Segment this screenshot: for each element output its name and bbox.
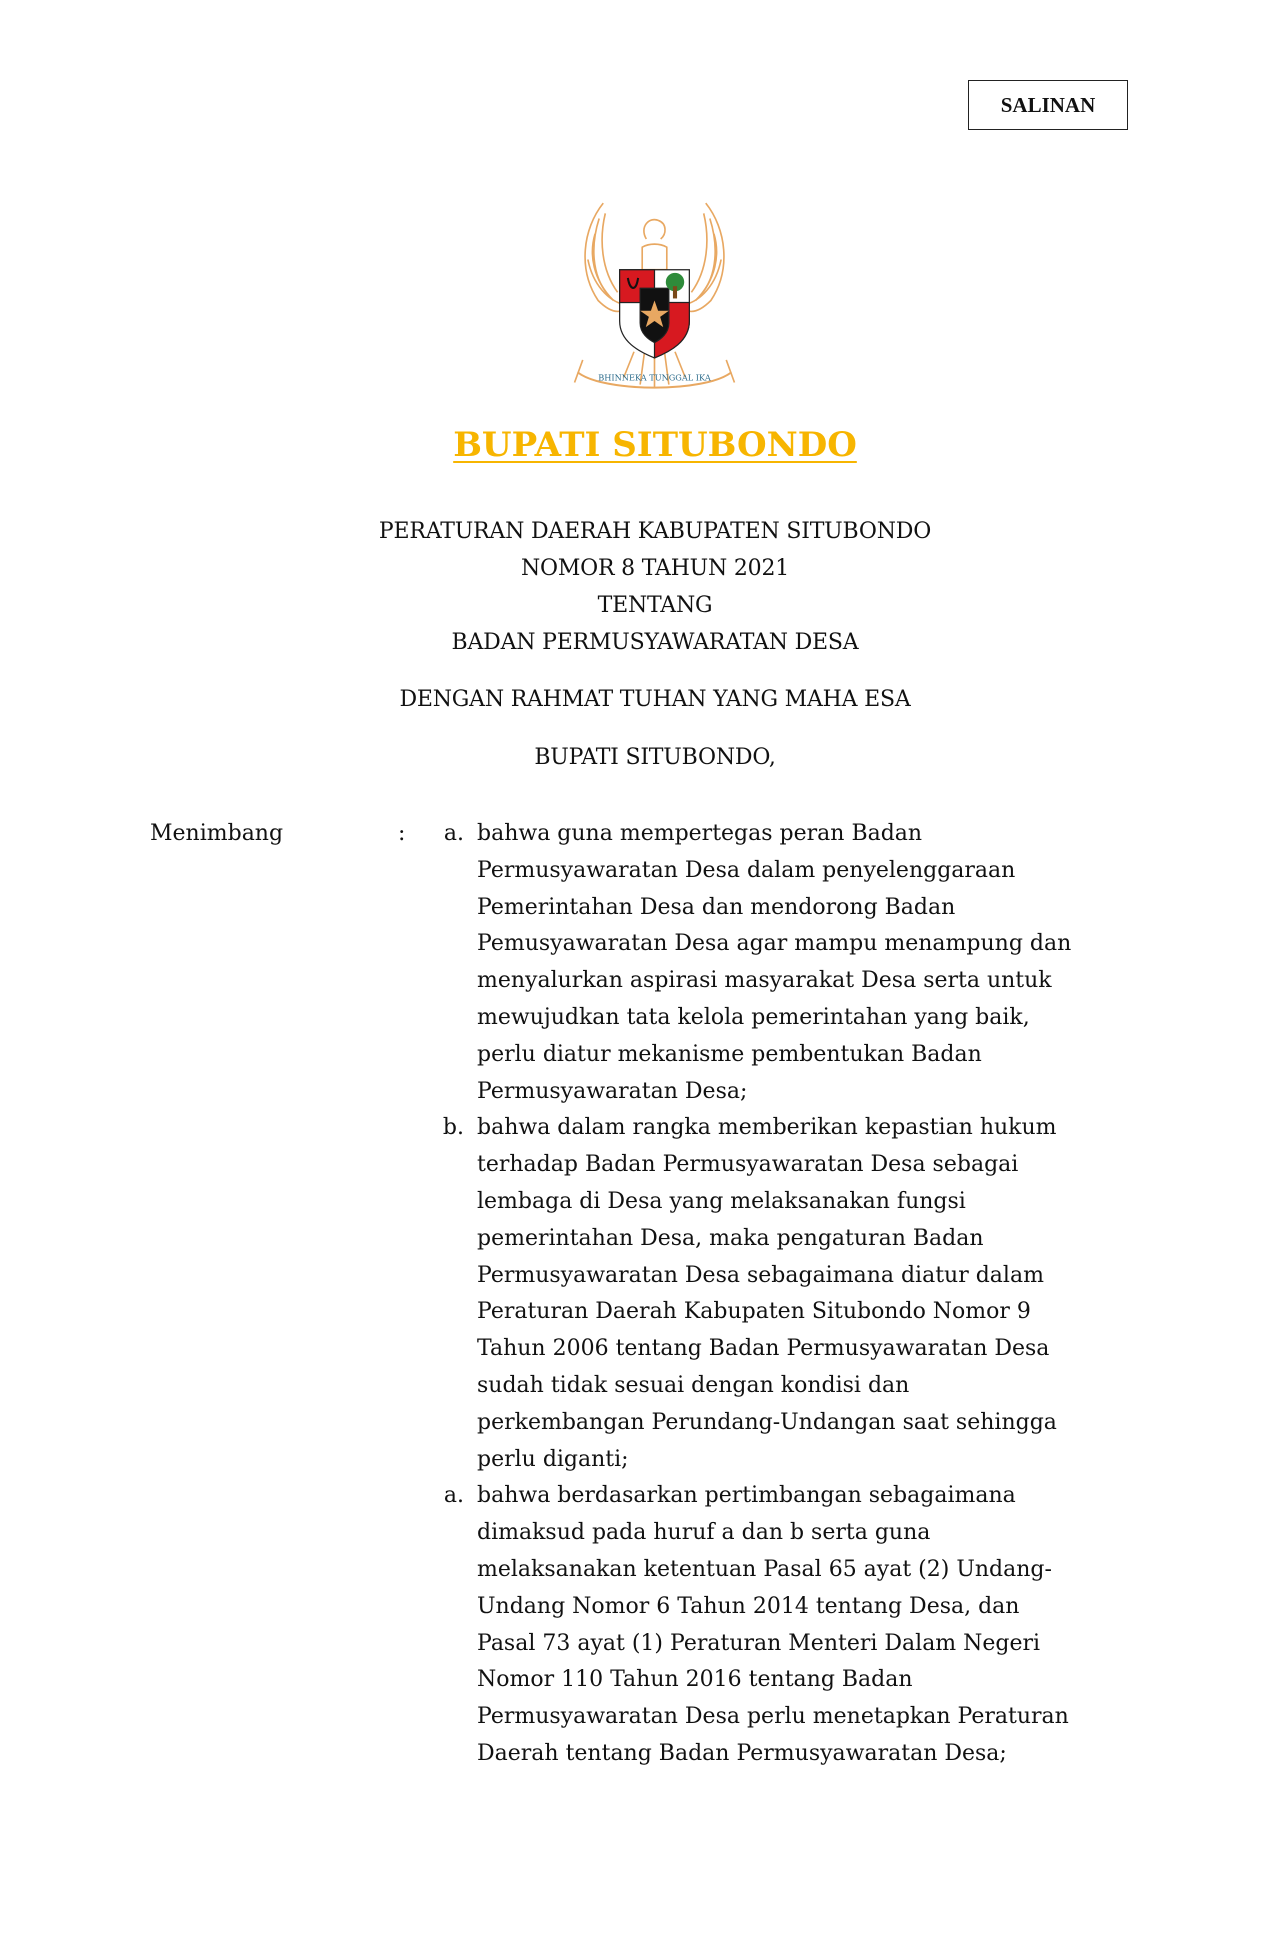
menimbang-item [430,816,1150,1110]
salinan-text: SALINAN [1000,92,1096,117]
menimbang-items [430,816,1150,1773]
item-text-line: Permusyawaratan Desa perlu menetapkan Peraturan [477,1704,1069,1730]
item-text-line: Tahun 2006 tentang Badan Permusyawaratan Desa [477,1336,1050,1362]
item-text-line: perkembangan Perundang-Undangan saat sehingga [477,1409,1057,1435]
menimbang-item [430,1110,1150,1478]
item-text-line: Permusyawaratan Desa; [477,1078,748,1104]
menimbang-colon: : [398,821,406,846]
item-text-line: Permusyawaratan Desa sebagaimana diatur dalam [477,1262,1044,1288]
item-marker: a. [443,1483,464,1509]
item-text-line: Undang Nomor 6 Tahun 2014 tentang Desa, dan [477,1593,1020,1619]
item-text-line: Pemerintahan Desa dan mendorong Badan [477,894,956,920]
menimbang-label: Menimbang [150,821,284,846]
item-text-line: pemerintahan Desa, maka pengaturan Badan [477,1225,984,1251]
menimbang-item [430,1478,1150,1772]
document-title [0,425,1276,465]
item-text-line: Daerah tentang Badan Permusyawaratan Desa; [477,1740,1007,1766]
heading-tentang: TENTANG [597,593,713,618]
item-text-line: sudah tidak sesuai dengan kondisi dan [477,1372,910,1398]
item-text-line: perlu diatur mekanisme pembentukan Badan [477,1041,982,1067]
item-text-line: menyalurkan aspirasi masyarakat Desa serta untuk [477,968,1052,994]
item-text-line: lembaga di Desa yang melaksanakan fungsi [477,1188,966,1214]
heading-bupati: BUPATI SITUBONDO, [534,745,776,770]
title-text: BUPATI SITUBONDO [453,425,857,465]
heading-subject: BADAN PERMUSYAWARATAN DESA [451,630,859,655]
item-marker: a. [443,821,464,846]
item-text-line: Nomor 110 Tahun 2016 tentang Badan [477,1667,913,1693]
item-text-line: terhadap Badan Permusyawaratan Desa sebagai [477,1152,1019,1178]
item-text-line: melaksanakan ketentuan Pasal 65 ayat (2) Undang- [477,1556,1052,1582]
item-text-line: bahwa dalam rangka memberikan kepastian hukum [477,1115,1057,1141]
item-text-line: perlu diganti; [477,1446,629,1472]
item-text-line: mewujudkan tata kelola pemerintahan yang baik, [477,1004,1030,1030]
item-text-line: Pasal 73 ayat (1) Peraturan Menteri Dalam Negeri [477,1630,1041,1656]
item-text-line: Peraturan Daerah Kabupaten Situbondo Nomor 9 [477,1299,1031,1325]
emblem-motto: BHINNEKA TUNGGAL IKA [598,372,711,383]
item-text-line: Pemusyawaratan Desa agar mampu menampung dan [477,931,1072,957]
item-text-line: bahwa guna mempertegas peran Badan [477,821,923,846]
item-text-line: dimaksud pada huruf a dan b serta guna [477,1520,931,1546]
item-text-line: Permusyawaratan Desa dalam penyelenggaraan [477,857,1016,883]
heading-regulation: PERATURAN DAERAH KABUPATEN SITUBONDO [378,519,932,544]
heading-number: NOMOR 8 TAHUN 2021 [520,556,790,581]
salinan-stamp [968,80,1128,130]
item-marker: b. [442,1115,464,1141]
heading-invocation: DENGAN RAHMAT TUHAN YANG MAHA ESA [399,687,911,712]
garuda-pancasila-emblem [552,198,757,403]
item-text-line: bahwa berdasarkan pertimbangan sebagaimana [477,1483,1016,1509]
